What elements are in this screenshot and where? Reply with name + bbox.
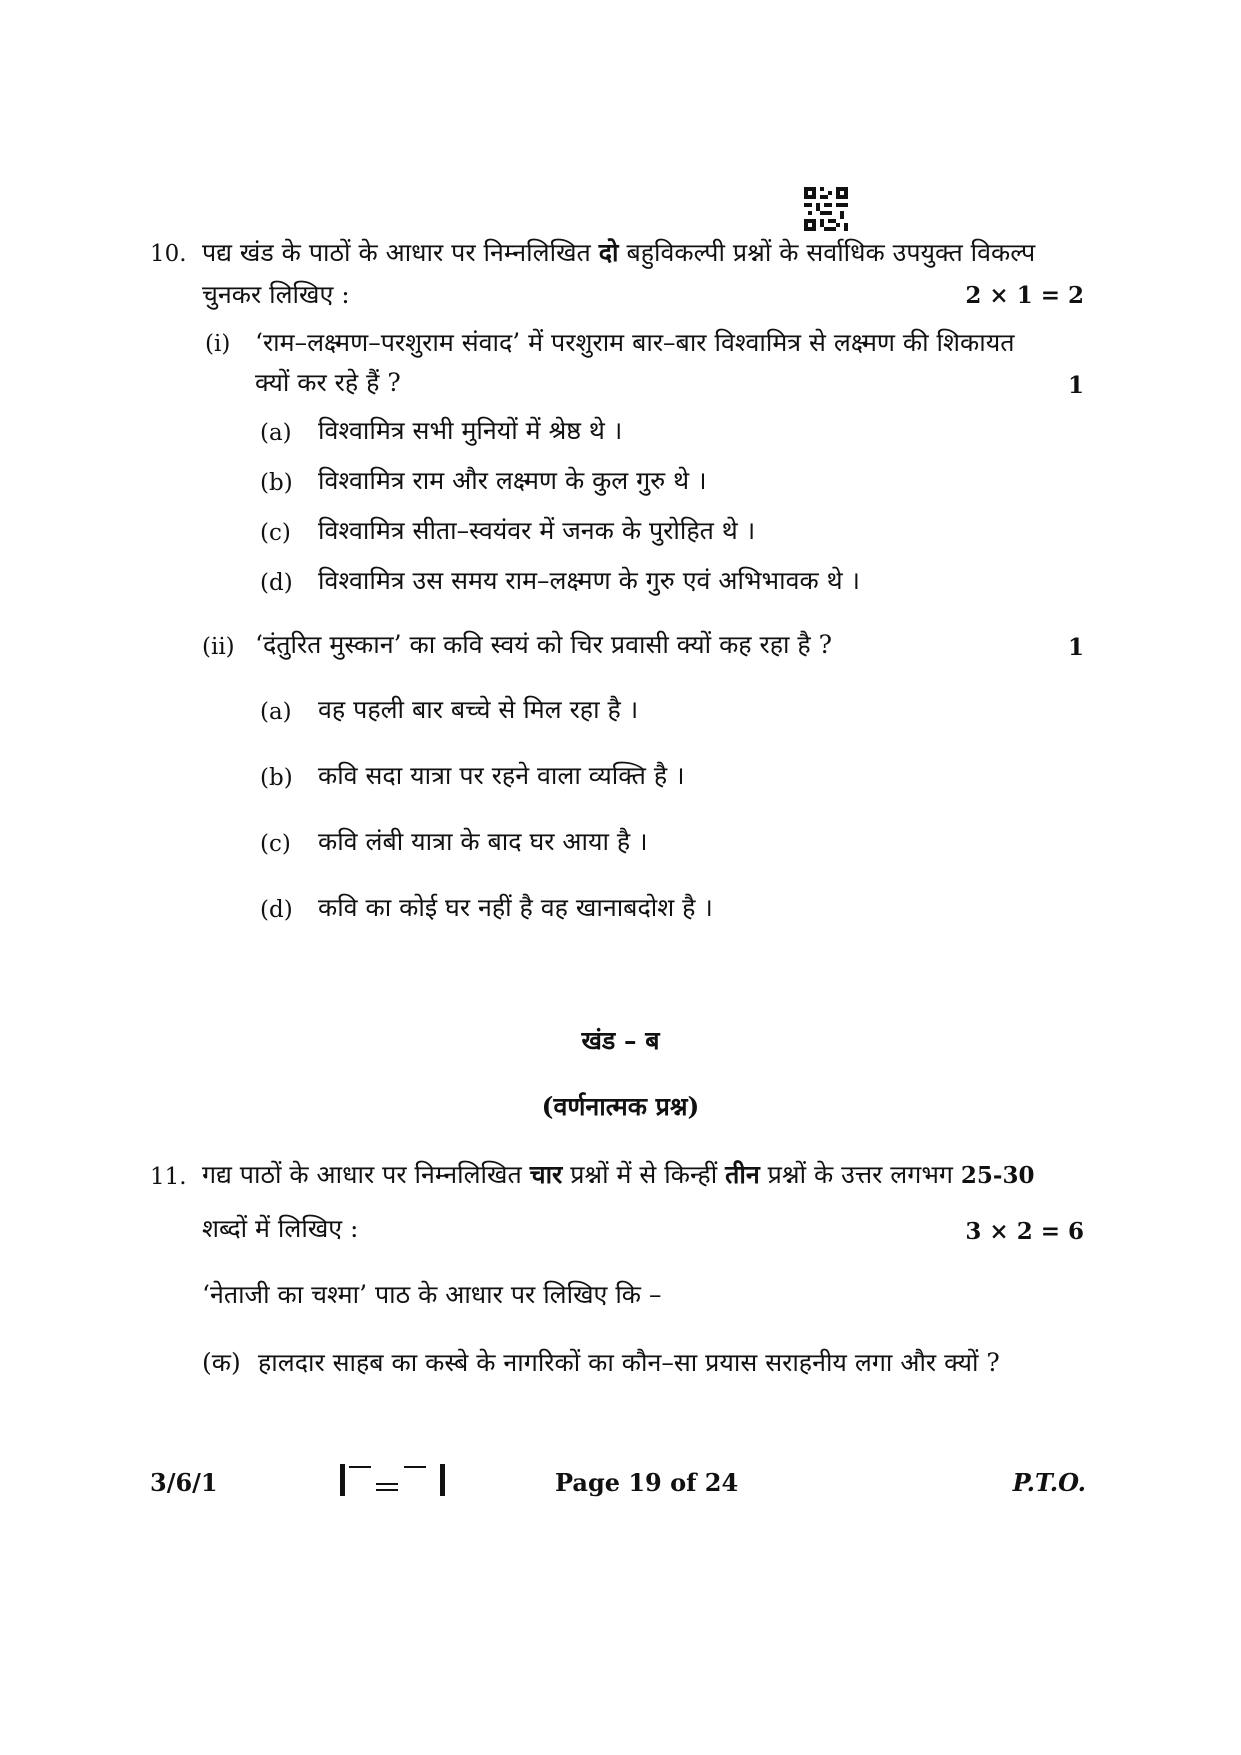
question-number: 11. xyxy=(150,1164,187,1190)
question-number: 10. xyxy=(150,241,187,267)
sub-question-label: (ii) xyxy=(202,634,235,660)
page-number: Page 19 of 24 xyxy=(555,1468,739,1497)
option-label: (b) xyxy=(260,470,293,496)
marks-label: 1 xyxy=(1067,372,1084,399)
option-text: विश्वामित्र सीता–स्वयंवर में जनक के पुरोहित थे । xyxy=(318,516,756,545)
section-title: खंड – ब xyxy=(581,1026,660,1055)
pto-label: P.T.O. xyxy=(1012,1468,1086,1497)
option-label: (a) xyxy=(260,420,292,446)
option-text: विश्वामित्र उस समय राम–लक्ष्मण के गुरु एवं अभिभावक थे । xyxy=(318,566,861,595)
option-label: (d) xyxy=(260,570,293,596)
marks-label: 2 × 1 = 2 xyxy=(965,282,1084,309)
option-text: कवि का कोई घर नहीं है वह खानाबदोश है । xyxy=(318,893,713,922)
sub-question-text: ‘राम–लक्ष्मण–परशुराम संवाद’ में परशुराम बार–बार विश्वामित्र से लक्ष्मण की शिकायत xyxy=(255,328,1015,357)
option-label: (d) xyxy=(260,897,293,923)
option-text: विश्वामित्र राम और लक्ष्मण के कुल गुरु थे । xyxy=(318,466,707,495)
question-text: पद्य खंड के पाठों के आधार पर निम्नलिखित दो बहुविकल्पी प्रश्नों के सर्वाधिक उपयुक्त विकल्प xyxy=(202,238,1036,267)
question-text: शब्दों में लिखिए : xyxy=(202,1214,359,1243)
section-subtitle: (वर्णनात्मक प्रश्न) xyxy=(541,1092,700,1121)
option-text: वह पहली बार बच्चे से मिल रहा है । xyxy=(318,695,639,724)
sub-question-text: हालदार साहब का कस्बे के नागरिकों का कौन–सा प्रयास सराहनीय लगा और क्यों ? xyxy=(258,1348,1000,1377)
qr-code-icon xyxy=(804,187,848,231)
marks-label: 3 × 2 = 6 xyxy=(965,1218,1084,1245)
option-label: (a) xyxy=(260,699,292,725)
marks-label: 1 xyxy=(1067,634,1084,661)
option-label: (c) xyxy=(260,831,291,857)
sub-question-label: (i) xyxy=(205,331,231,357)
question-text: चुनकर लिखिए : xyxy=(202,280,350,309)
sub-question-label: (क) xyxy=(202,1348,241,1377)
option-label: (c) xyxy=(260,520,291,546)
question-intro: ‘नेताजी का चश्मा’ पाठ के आधार पर लिखिए कि – xyxy=(202,1280,662,1309)
sub-question-text: क्यों कर रहे हैं ? xyxy=(255,368,401,397)
sub-question-text: ‘दंतुरित मुस्कान’ का कवि स्वयं को चिर प्रवासी क्यों कह रहा है ? xyxy=(255,630,833,659)
question-text: गद्य पाठों के आधार पर निम्नलिखित चार प्रश्नों में से किन्हीं तीन प्रश्नों के उत्तर लगभग 25-30 xyxy=(202,1160,1035,1189)
option-text: कवि लंबी यात्रा के बाद घर आया है । xyxy=(318,827,648,856)
paper-code: 3/6/1 xyxy=(150,1468,218,1497)
option-text: विश्वामित्र सभी मुनियों में श्रेष्ठ थे । xyxy=(318,416,623,445)
barcode-icon xyxy=(340,1463,446,1497)
option-label: (b) xyxy=(260,765,293,791)
option-text: कवि सदा यात्रा पर रहने वाला व्यक्ति है । xyxy=(318,761,685,790)
